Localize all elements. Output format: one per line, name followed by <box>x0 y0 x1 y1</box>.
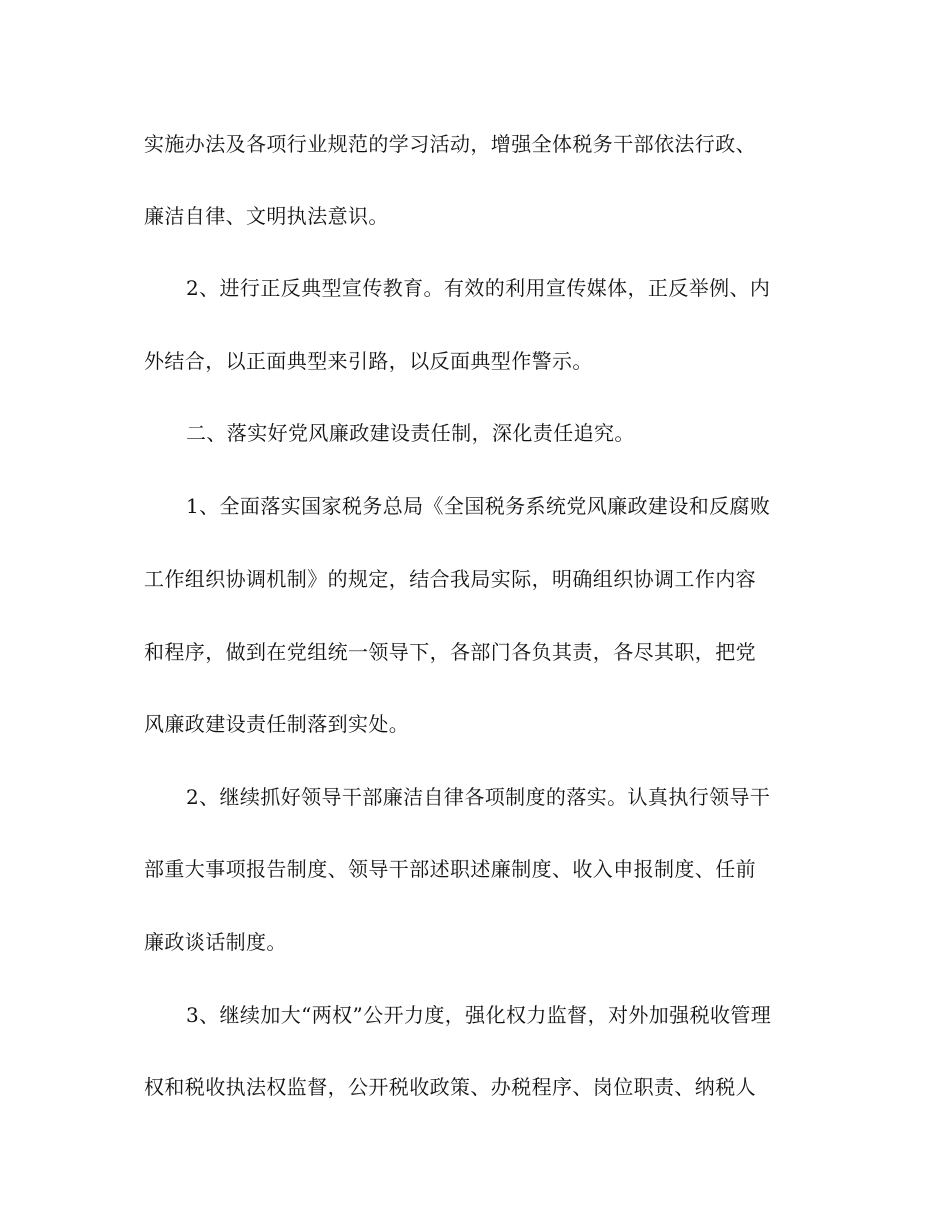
text-line: 廉政谈话制度。 <box>144 930 287 954</box>
section-heading: 二、落实好党风廉政建设责任制，深化责任追究。 <box>186 421 635 445</box>
text-line: 权和税收执法权监督，公开税收政策、办税程序、岗位职责、纳税人 <box>144 1075 756 1099</box>
text-line: 工作组织协调机制》的规定，结合我局实际，明确组织协调工作内容 <box>144 567 756 591</box>
text-line: 部重大事项报告制度、领导干部述职述廉制度、收入申报制度、任前 <box>144 857 756 881</box>
text-line: 3、继续加大“两权”公开力度，强化权力监督，对外加强税收管理 <box>186 1003 772 1027</box>
text-line: 2、继续抓好领导干部廉洁自律各项制度的落实。认真执行领导干 <box>186 785 771 809</box>
text-line: 外结合，以正面典型来引路，以反面典型作警示。 <box>144 349 593 373</box>
text-line: 1、全面落实国家税务总局《全国税务系统党风廉政建设和反腐败 <box>186 494 771 518</box>
text-line: 廉洁自律、文明执法意识。 <box>144 204 389 228</box>
text-line: 实施办法及各项行业规范的学习活动，增强全体税务干部依法行政、 <box>144 132 756 156</box>
text-line: 风廉政建设责任制落到实处。 <box>144 712 410 736</box>
text-line: 和程序，做到在党组统一领导下，各部门各负其责，各尽其职，把党 <box>144 640 756 664</box>
text-line: 2、进行正反典型宣传教育。有效的利用宣传媒体，正反举例、内 <box>186 276 771 300</box>
